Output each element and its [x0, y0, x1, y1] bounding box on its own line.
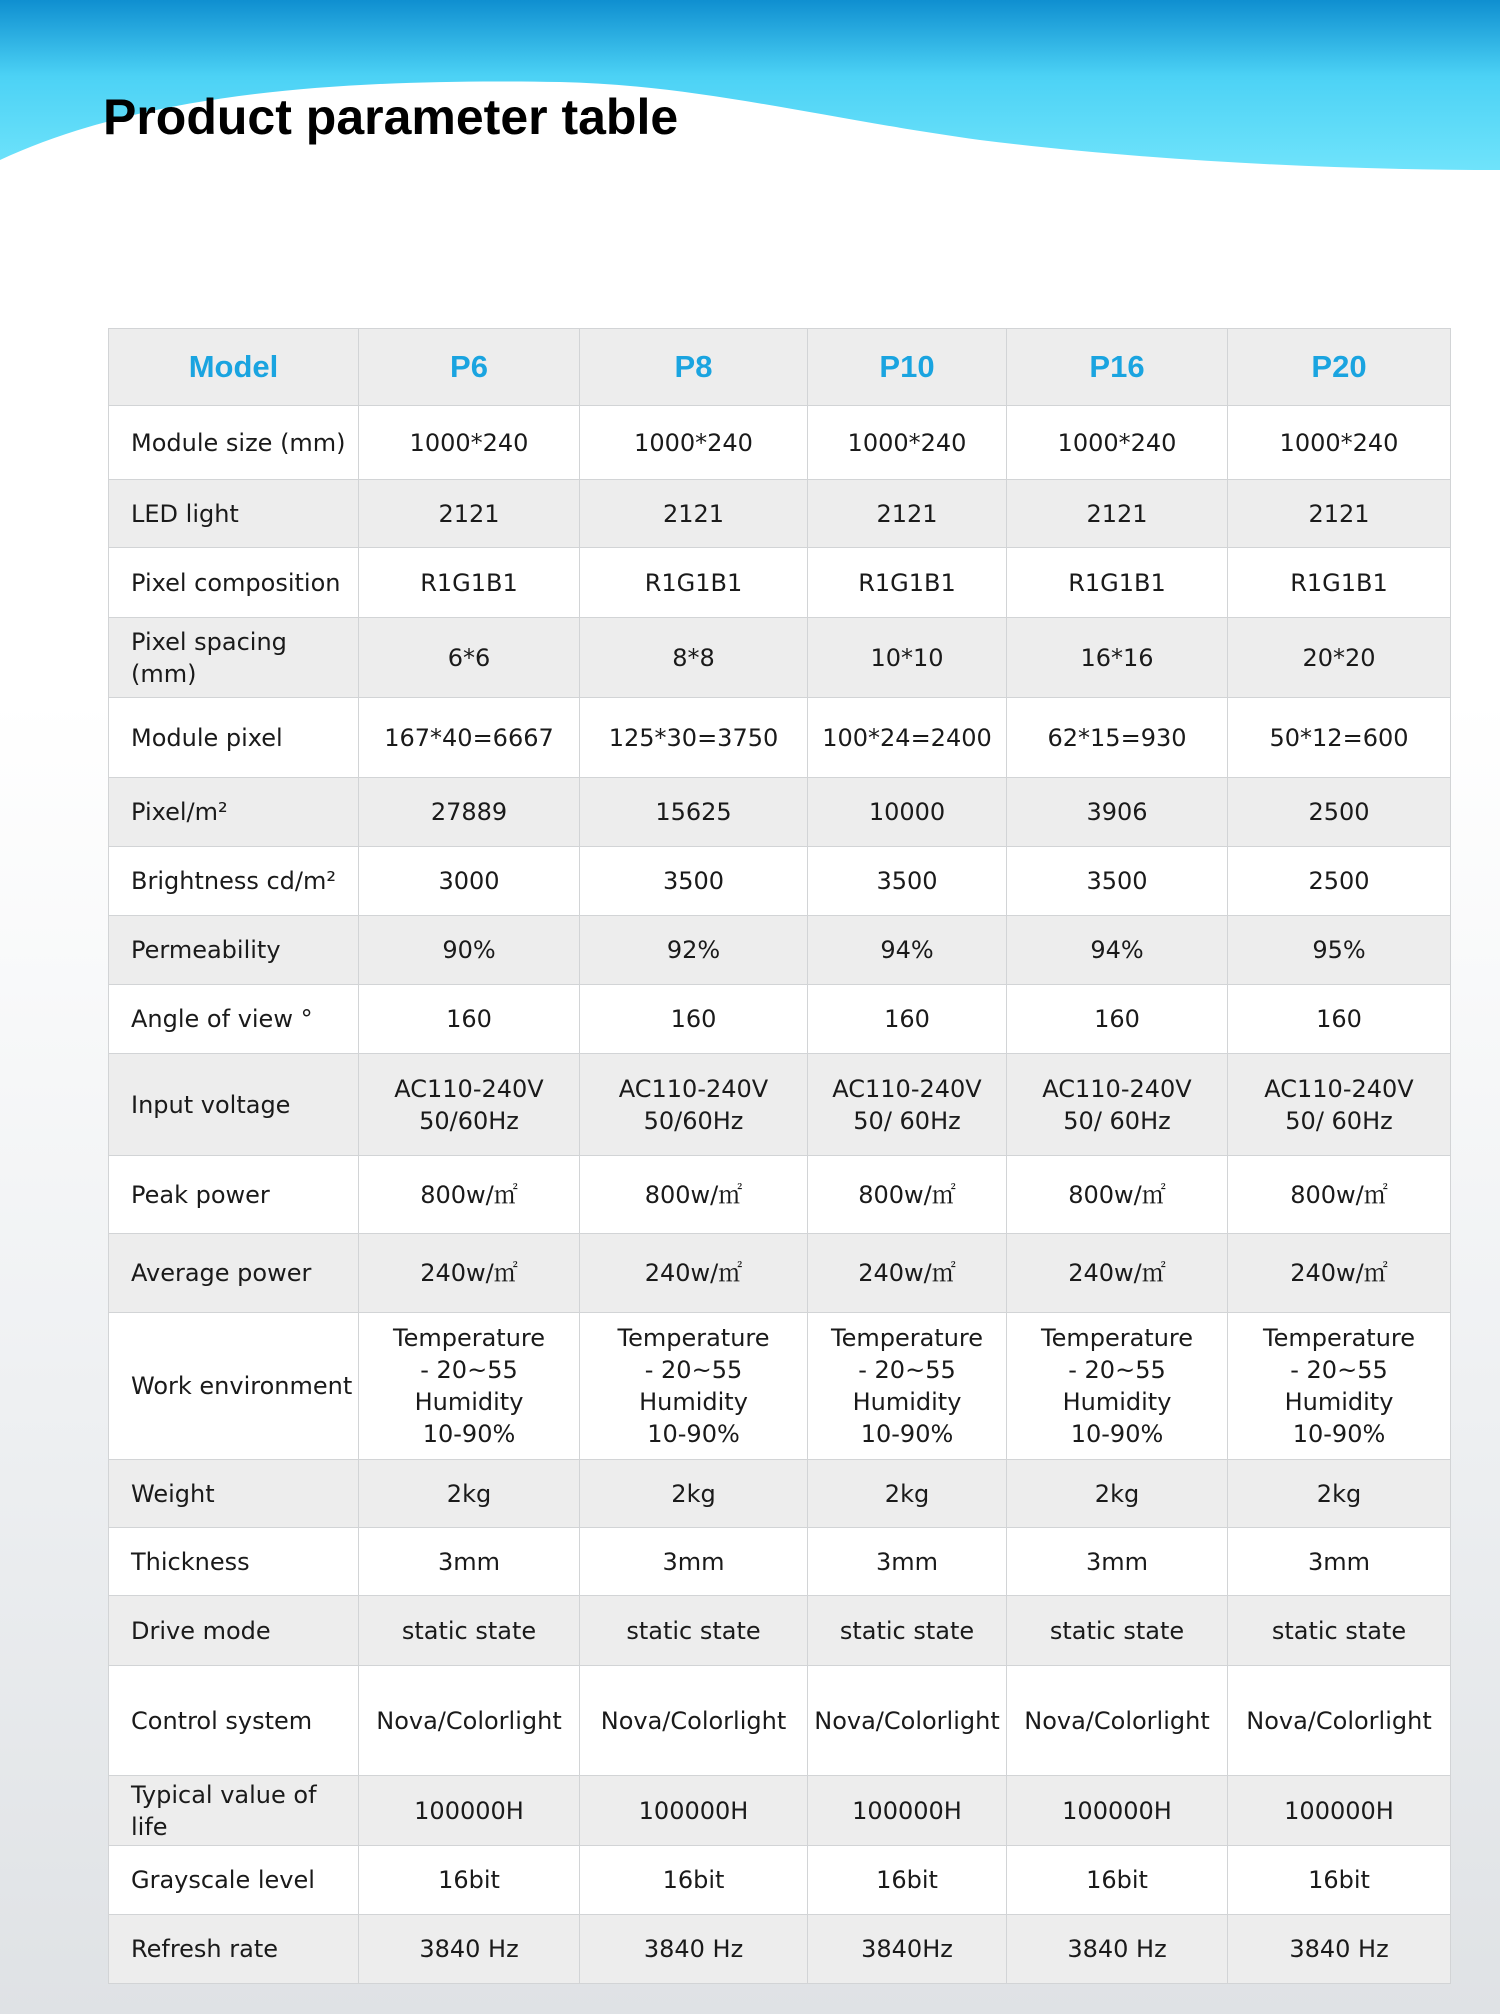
table-cell: R1G1B1 — [1007, 548, 1228, 618]
table-cell: 2500 — [1228, 847, 1451, 916]
row-label: Average power — [109, 1234, 359, 1313]
table-row — [109, 1666, 1451, 1776]
table-row — [109, 480, 1451, 548]
row-label: Permeability — [109, 916, 359, 985]
cell-line: 10-90% — [1292, 1420, 1386, 1448]
table-row — [109, 1156, 1451, 1234]
row-label: Grayscale level — [109, 1846, 359, 1915]
table-row — [109, 1776, 1451, 1846]
cell-line: - 20~55 — [644, 1356, 743, 1384]
table-cell: 160 — [580, 985, 808, 1054]
table-row — [109, 1460, 1451, 1528]
row-label: Weight — [109, 1460, 359, 1528]
row-label: Typical value of life — [109, 1776, 359, 1846]
table-cell: static state — [580, 1596, 808, 1666]
table-cell — [1007, 1054, 1228, 1156]
table-cell: 15625 — [580, 778, 808, 847]
table-row — [109, 548, 1451, 618]
table-cell: 16bit — [580, 1846, 808, 1915]
cell-line: - 20~55 — [1068, 1356, 1166, 1384]
table-cell: 2121 — [580, 480, 808, 548]
row-label: Pixel composition — [109, 548, 359, 618]
table-cell: 1000*240 — [1007, 406, 1228, 480]
table-cell: 2kg — [808, 1460, 1007, 1528]
table-cell: 3000 — [359, 847, 580, 916]
table-cell: 2500 — [1228, 778, 1451, 847]
cell-line: Humidity — [414, 1388, 524, 1416]
cell-line: Temperature — [1262, 1324, 1416, 1352]
header-cell-p8: P8 — [580, 329, 808, 406]
row-label: Pixel spacing (mm) — [109, 618, 359, 698]
table-cell: 95% — [1228, 916, 1451, 985]
table-row — [109, 1234, 1451, 1313]
table-cell: Nova/Colorlight — [1228, 1666, 1451, 1776]
cell-line: AC110-240V — [832, 1074, 982, 1103]
table-cell: R1G1B1 — [359, 548, 580, 618]
table-cell: Nova/Colorlight — [580, 1666, 808, 1776]
cell-line: Temperature — [1040, 1324, 1194, 1352]
table-cell: 100000H — [1228, 1776, 1451, 1846]
table-row — [109, 618, 1451, 698]
table-cell: 94% — [808, 916, 1007, 985]
row-label: Module pixel — [109, 698, 359, 778]
table-cell — [1007, 1313, 1228, 1460]
table-cell: 6*6 — [359, 618, 580, 698]
cell-line: 50/60Hz — [419, 1106, 519, 1135]
row-label: Module size (mm) — [109, 406, 359, 480]
table-cell: 100000H — [359, 1776, 580, 1846]
table-row — [109, 1313, 1451, 1460]
cell-line: - 20~55 — [420, 1356, 518, 1384]
table-cell: 2121 — [1007, 480, 1228, 548]
table-cell: 240w/㎡ — [808, 1234, 1007, 1313]
header-cell-p16: P16 — [1007, 329, 1228, 406]
table-cell: 10000 — [808, 778, 1007, 847]
table-cell: R1G1B1 — [808, 548, 1007, 618]
cell-line: AC110-240V — [618, 1074, 769, 1103]
table-cell: 167*40=6667 — [359, 698, 580, 778]
table-cell: 1000*240 — [580, 406, 808, 480]
cell-line: 50/60Hz — [643, 1106, 744, 1135]
table-cell: 800w/㎡ — [1007, 1156, 1228, 1234]
table-cell: 800w/㎡ — [359, 1156, 580, 1234]
cell-line: 50/ 60Hz — [853, 1106, 961, 1135]
table-cell: 800w/㎡ — [808, 1156, 1007, 1234]
table-cell: 16*16 — [1007, 618, 1228, 698]
row-label: Pixel/m² — [109, 778, 359, 847]
table-row — [109, 985, 1451, 1054]
table-cell: 3mm — [580, 1528, 808, 1596]
table-cell: 90% — [359, 916, 580, 985]
table-cell: R1G1B1 — [1228, 548, 1451, 618]
table-row — [109, 1846, 1451, 1915]
header-cell-model: Model — [109, 329, 359, 406]
cell-line: 50/ 60Hz — [1063, 1106, 1171, 1135]
table-cell: static state — [1007, 1596, 1228, 1666]
table-cell: Nova/Colorlight — [1007, 1666, 1228, 1776]
row-label: Brightness cd/m² — [109, 847, 359, 916]
cell-line: Humidity — [1284, 1388, 1394, 1416]
table-cell: 240w/㎡ — [1228, 1234, 1451, 1313]
table-cell: 160 — [1007, 985, 1228, 1054]
cell-line: Humidity — [1062, 1388, 1172, 1416]
table-cell: 125*30=3750 — [580, 698, 808, 778]
table-cell: 62*15=930 — [1007, 698, 1228, 778]
table-cell: 240w/㎡ — [580, 1234, 808, 1313]
table-cell — [1228, 1054, 1451, 1156]
table-cell: 100*24=2400 — [808, 698, 1007, 778]
cell-line: Temperature — [830, 1324, 984, 1352]
row-label: Thickness — [109, 1528, 359, 1596]
table-cell: 16bit — [808, 1846, 1007, 1915]
table-cell — [359, 1313, 580, 1460]
table-cell — [580, 1313, 808, 1460]
table-cell: 20*20 — [1228, 618, 1451, 698]
table-row — [109, 1528, 1451, 1596]
table-cell: 3840Hz — [808, 1915, 1007, 1984]
table-cell: 3840 Hz — [1007, 1915, 1228, 1984]
table-cell: 2121 — [808, 480, 1007, 548]
table-cell: 3mm — [1007, 1528, 1228, 1596]
row-label: Peak power — [109, 1156, 359, 1234]
table-row — [109, 847, 1451, 916]
table-cell: 3mm — [1228, 1528, 1451, 1596]
cell-line: 10-90% — [860, 1420, 954, 1448]
cell-line: Humidity — [852, 1388, 962, 1416]
row-label: Input voltage — [109, 1054, 359, 1156]
table-cell: 92% — [580, 916, 808, 985]
table-cell: 1000*240 — [808, 406, 1007, 480]
table-cell: static state — [1228, 1596, 1451, 1666]
table-cell: 800w/㎡ — [1228, 1156, 1451, 1234]
table-row — [109, 698, 1451, 778]
table-cell: 1000*240 — [359, 406, 580, 480]
cell-line: AC110-240V — [1042, 1074, 1192, 1103]
table-cell: 240w/㎡ — [1007, 1234, 1228, 1313]
table-cell: 94% — [1007, 916, 1228, 985]
table-cell: 240w/㎡ — [359, 1234, 580, 1313]
table-cell: 3906 — [1007, 778, 1228, 847]
table-cell: 2kg — [1007, 1460, 1228, 1528]
row-label: Angle of view ° — [109, 985, 359, 1054]
table-row — [109, 1915, 1451, 1984]
row-label: Refresh rate — [109, 1915, 359, 1984]
table-cell: 160 — [359, 985, 580, 1054]
table-cell: 2121 — [1228, 480, 1451, 548]
table-cell — [808, 1313, 1007, 1460]
row-label: Work environment — [109, 1313, 359, 1460]
cell-line: AC110-240V — [1264, 1074, 1414, 1103]
table-cell — [808, 1054, 1007, 1156]
table-cell — [359, 1054, 580, 1156]
table-cell: 16bit — [359, 1846, 580, 1915]
table-cell: 2kg — [1228, 1460, 1451, 1528]
page-title: Product parameter table — [103, 89, 679, 145]
table-cell: 100000H — [808, 1776, 1007, 1846]
cell-line: - 20~55 — [1290, 1356, 1388, 1384]
table-cell: 3840 Hz — [1228, 1915, 1451, 1984]
table-cell — [1228, 1313, 1451, 1460]
cell-line: 50/ 60Hz — [1285, 1106, 1393, 1135]
table-cell: 3500 — [1007, 847, 1228, 916]
header-cell-p20: P20 — [1228, 329, 1451, 406]
product-parameter-table — [108, 328, 1451, 1984]
table-cell: 3840 Hz — [359, 1915, 580, 1984]
table-cell — [580, 1054, 808, 1156]
table-cell: R1G1B1 — [580, 548, 808, 618]
cell-line: Temperature — [617, 1324, 770, 1352]
table-cell: 1000*240 — [1228, 406, 1451, 480]
cell-line: Temperature — [392, 1324, 546, 1352]
table-cell: 3mm — [359, 1528, 580, 1596]
table-cell: Nova/Colorlight — [359, 1666, 580, 1776]
table-cell: 3500 — [580, 847, 808, 916]
table-cell: static state — [808, 1596, 1007, 1666]
table-cell: 3500 — [808, 847, 1007, 916]
table-cell: static state — [359, 1596, 580, 1666]
row-label: Control system — [109, 1666, 359, 1776]
table-row — [109, 1596, 1451, 1666]
cell-line: 10-90% — [1070, 1420, 1164, 1448]
table-cell: Nova/Colorlight — [808, 1666, 1007, 1776]
table-cell: 16bit — [1228, 1846, 1451, 1915]
header-cell-p10: P10 — [808, 329, 1007, 406]
row-label: Drive mode — [109, 1596, 359, 1666]
table-row — [109, 406, 1451, 480]
table-cell: 2kg — [580, 1460, 808, 1528]
table-cell: 8*8 — [580, 618, 808, 698]
table-cell: 160 — [808, 985, 1007, 1054]
row-label: LED light — [109, 480, 359, 548]
table-row — [109, 778, 1451, 847]
table-cell: 50*12=600 — [1228, 698, 1451, 778]
table-cell: 16bit — [1007, 1846, 1228, 1915]
table-cell: 800w/㎡ — [580, 1156, 808, 1234]
table-cell: 160 — [1228, 985, 1451, 1054]
table-cell: 100000H — [1007, 1776, 1228, 1846]
table-cell: 100000H — [580, 1776, 808, 1846]
table-cell: 2kg — [359, 1460, 580, 1528]
table-body — [109, 406, 1451, 1984]
cell-line: - 20~55 — [858, 1356, 956, 1384]
cell-line: 10-90% — [647, 1420, 740, 1448]
cell-line: Humidity — [639, 1388, 748, 1416]
table-cell: 3mm — [808, 1528, 1007, 1596]
cell-line: 10-90% — [422, 1420, 516, 1448]
table-cell: 2121 — [359, 480, 580, 548]
header-cell-p6: P6 — [359, 329, 580, 406]
table-cell: 3840 Hz — [580, 1915, 808, 1984]
table-row — [109, 916, 1451, 985]
table-cell: 10*10 — [808, 618, 1007, 698]
cell-line: AC110-240V — [394, 1074, 544, 1103]
table-row — [109, 1054, 1451, 1156]
table-cell: 27889 — [359, 778, 580, 847]
